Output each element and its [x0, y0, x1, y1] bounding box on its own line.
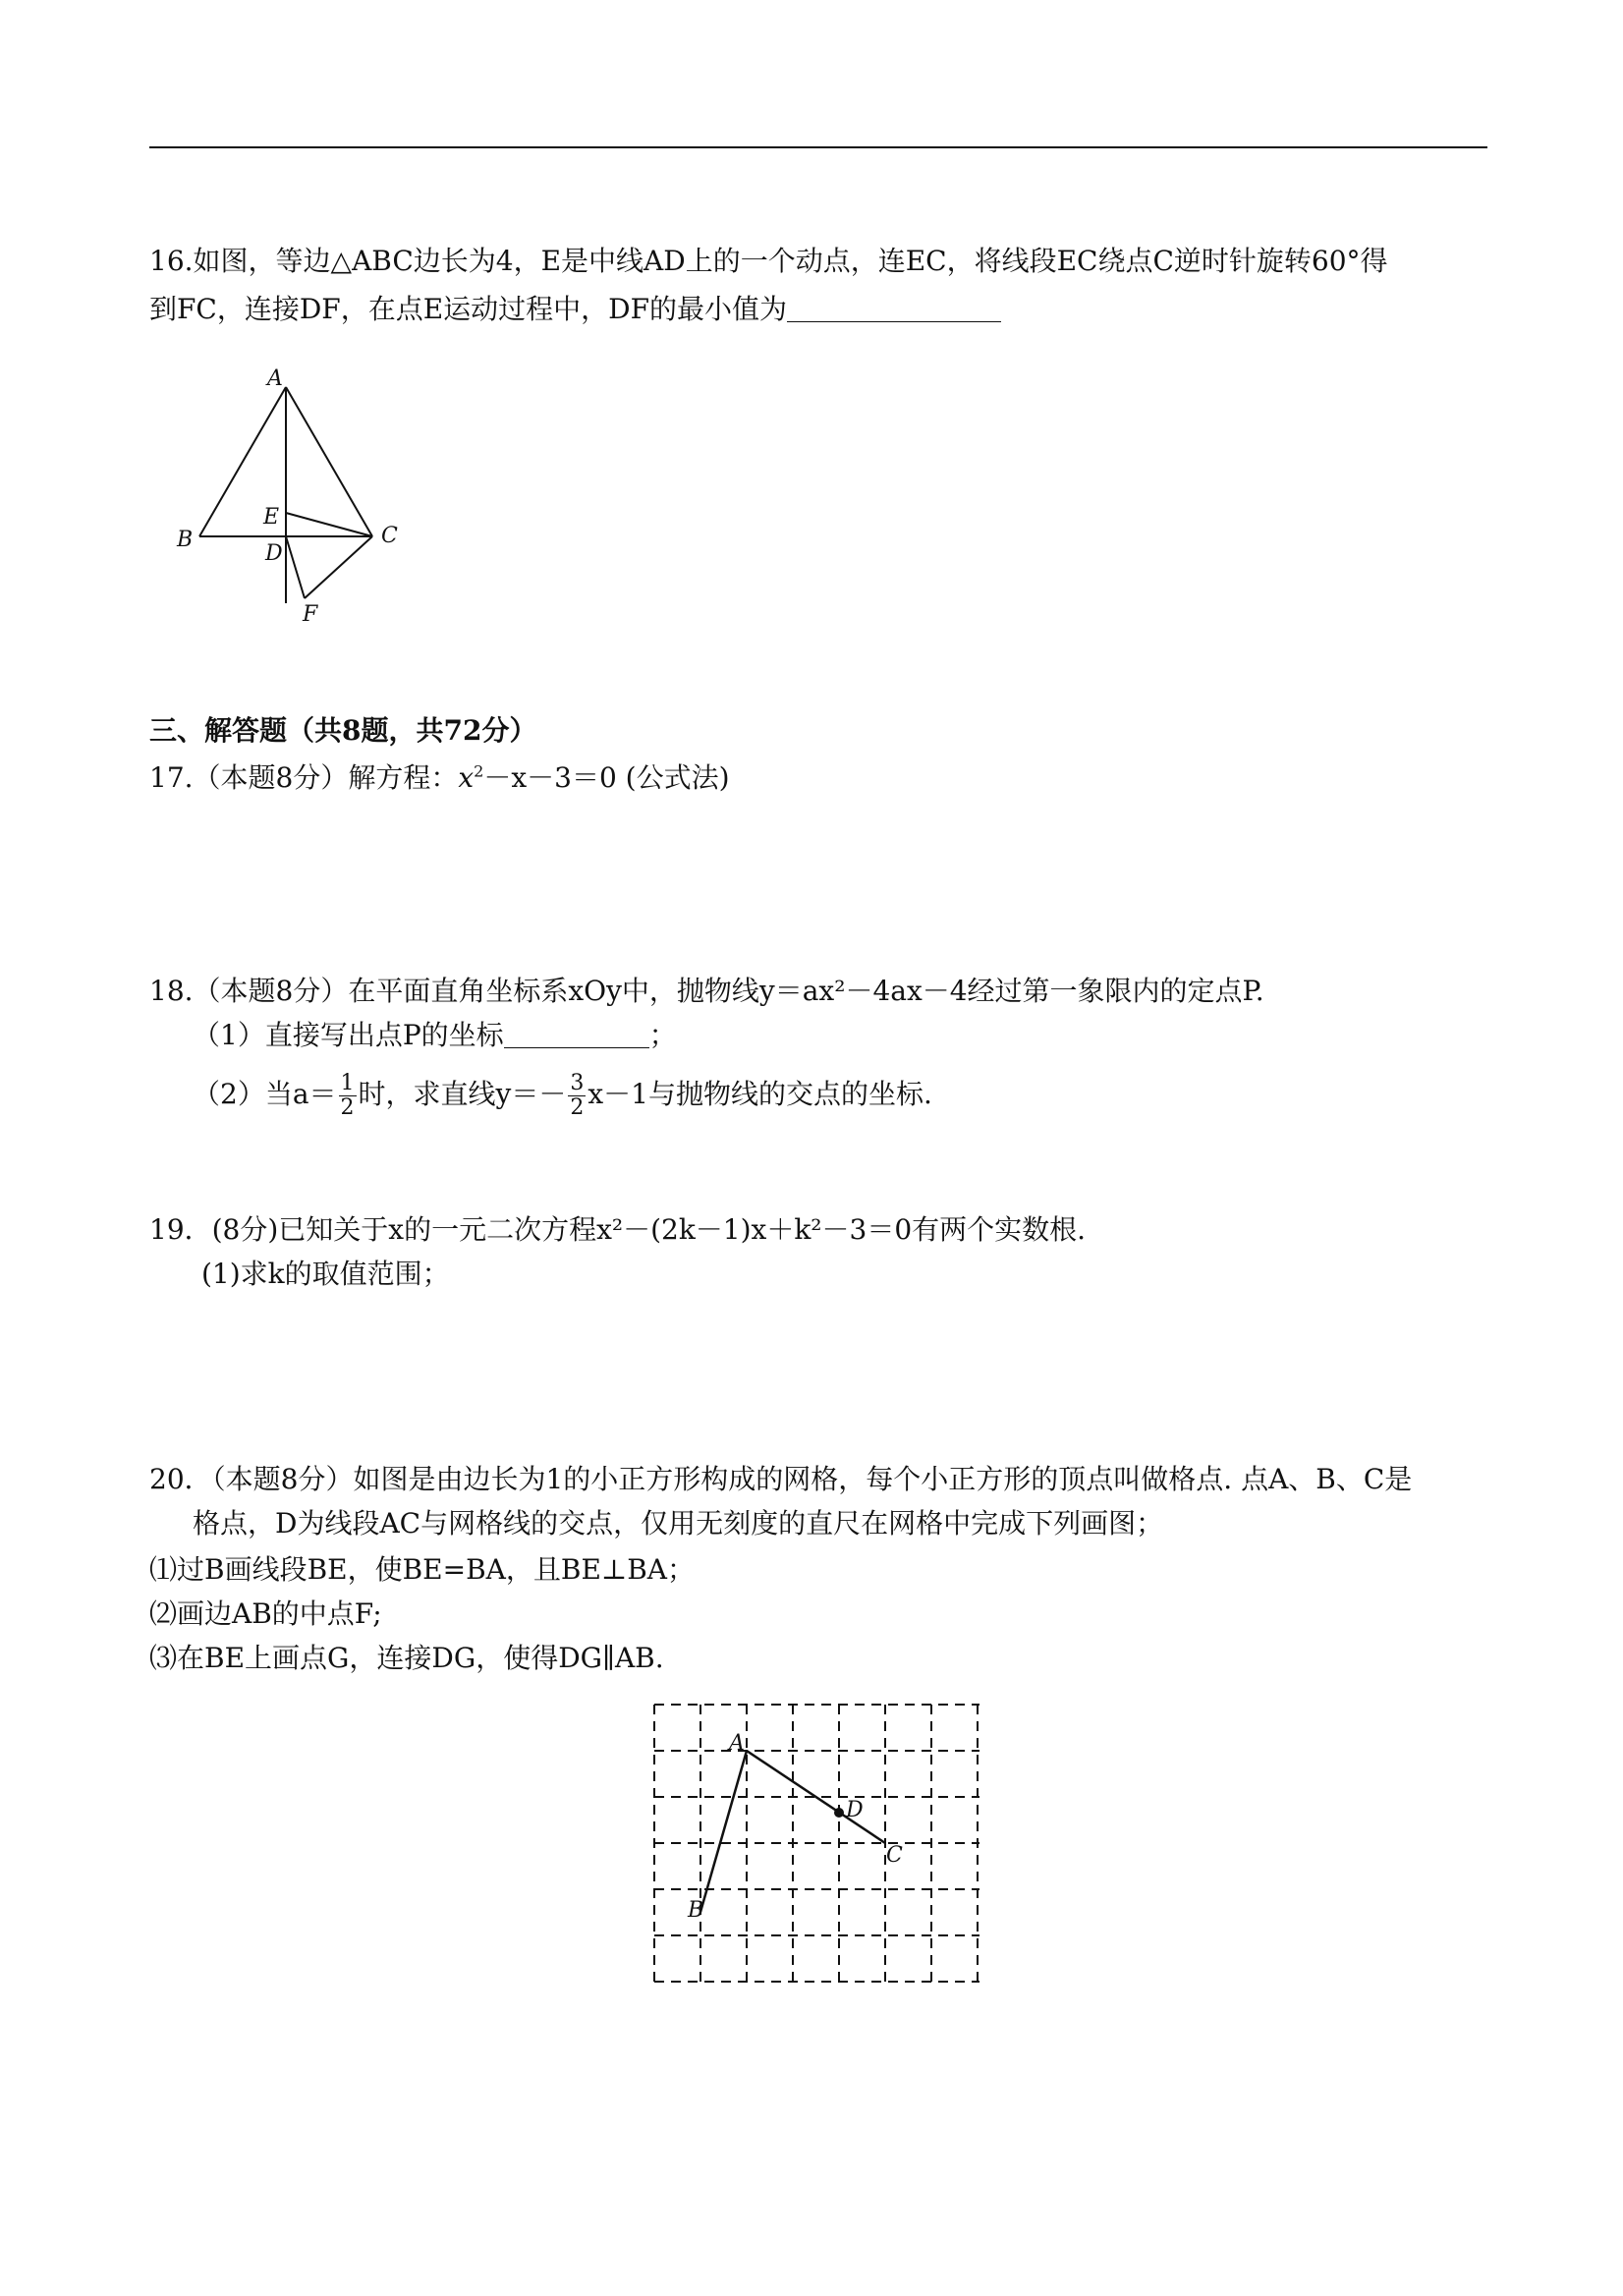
q19-line1: 19．(8分)已知关于x的一元二次方程x²－(2k－1)x＋k²－3＝0有两个实数根. — [149, 1213, 1087, 1246]
q18-fraction-2 — [568, 1072, 586, 1120]
q17-prefix: 17.（本题8分）解方程： — [149, 761, 459, 794]
q20-part3: ⑶在BE上画点G，连接DG，使得DG∥AB. — [149, 1642, 664, 1674]
q16-answer-blank — [787, 292, 1001, 322]
q18-part1 — [193, 1016, 677, 1055]
label-B: B — [177, 528, 194, 552]
q20-line1: 20．（本题8分）如图是由边长为1的小正方形构成的网格，每个小正方形的顶点叫做格点. 点A、B、C是 — [149, 1463, 1413, 1495]
q17-line — [149, 758, 730, 798]
q18-fraction-1 — [339, 1072, 357, 1120]
label-F: F — [303, 602, 318, 627]
q20-grid-figure — [644, 1695, 988, 1994]
q18-part2-b: 时，求直线y＝－ — [358, 1078, 567, 1110]
segment-AC — [286, 387, 372, 536]
segment-EC — [286, 513, 372, 536]
q18-part1-end: ； — [648, 1019, 677, 1051]
q18-part2 — [193, 1067, 932, 1122]
q16-line1: 16.如图，等边△ABC边长为4，E是中线AD上的一个动点，连EC，将线段EC绕点C逆时针旋转60°得 — [149, 245, 1388, 277]
label-D: D — [846, 1798, 864, 1822]
frac2-denominator: 2 — [570, 1095, 585, 1120]
label-A: A — [267, 366, 283, 391]
section3-heading: 三、解答题（共8题，共72分） — [149, 714, 537, 747]
q18-part2-a: （2）当a＝ — [193, 1078, 337, 1110]
q18-line1: 18.（本题8分）在平面直角坐标系xOy中，抛物线y＝ax²－4ax－4经过第一象限内的定点P. — [149, 975, 1264, 1007]
frac1-denominator: 2 — [340, 1095, 355, 1120]
q16-triangle-figure — [167, 364, 422, 639]
q20-part1: ⑴过B画线段BE，使BE=BA，且BE⊥BA； — [149, 1553, 696, 1586]
frac2-numerator: 3 — [570, 1071, 585, 1095]
point-D — [834, 1808, 844, 1818]
q20-line2: 格点，D为线段AC与网格线的交点，仅用无刻度的直尺在网格中完成下列画图； — [193, 1507, 1164, 1540]
q18-part2-c: x－1与抛物线的交点的坐标. — [588, 1078, 932, 1110]
q17-eq-x: x — [458, 761, 475, 794]
dashed-grid — [654, 1705, 979, 1982]
q16-line2 — [149, 290, 1001, 329]
segment-FC — [305, 536, 372, 598]
q17-eq-sup: 2 — [474, 761, 484, 781]
header-rule — [149, 146, 1487, 148]
q16-line2-text: 到FC，连接DF，在点E运动过程中，DF的最小值为 — [149, 293, 788, 325]
label-C: C — [381, 524, 398, 548]
label-B: B — [688, 1898, 704, 1923]
frac1-numerator: 1 — [340, 1071, 355, 1095]
q20-part2: ⑵画边AB的中点F; — [149, 1597, 382, 1630]
q18-answer-blank — [504, 1018, 649, 1048]
label-D: D — [265, 541, 283, 566]
label-A: A — [729, 1731, 745, 1756]
q19-part1: (1)求k的取值范围； — [201, 1258, 450, 1290]
q17-eq-rest: －x－3＝0 (公式法) — [483, 761, 730, 794]
segment-AB — [700, 1751, 747, 1912]
segment-DF — [286, 536, 305, 598]
q18-part1-text: （1）直接写出点P的坐标 — [193, 1019, 504, 1051]
label-C: C — [886, 1843, 903, 1868]
label-E: E — [263, 505, 280, 530]
